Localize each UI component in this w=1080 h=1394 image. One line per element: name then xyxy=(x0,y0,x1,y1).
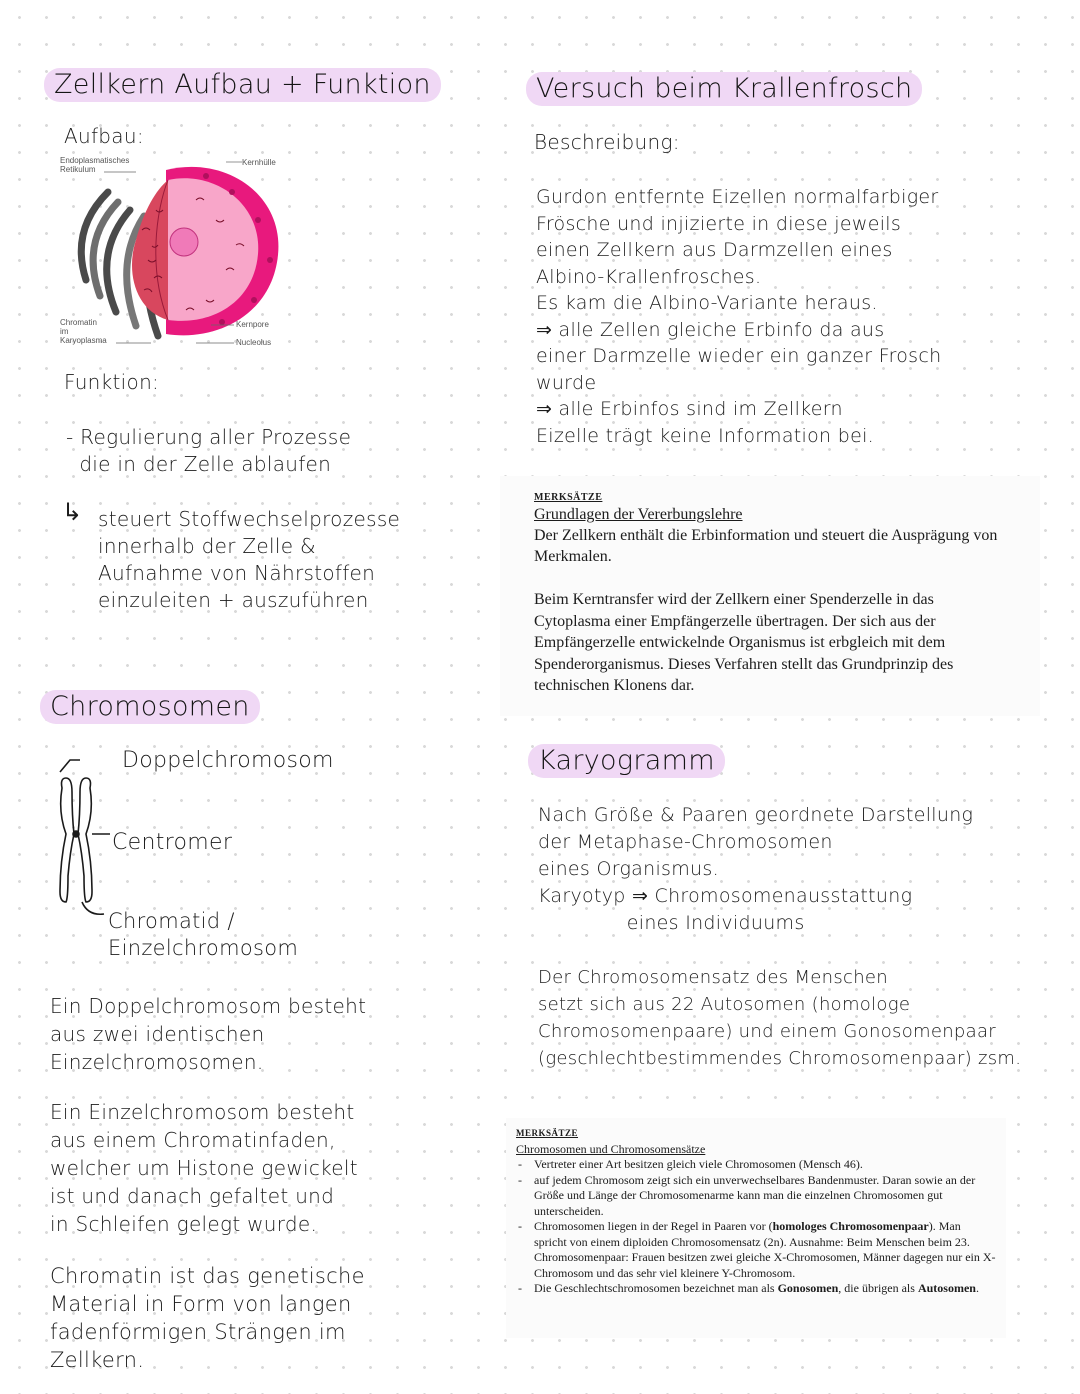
label-chromatin: Chromatin im Karyoplasma xyxy=(60,318,107,345)
label-nucleolus: Nucleolus xyxy=(236,338,272,347)
merk2-subtitle: Chromosomen und Chromosomensätze xyxy=(516,1141,706,1156)
title-versuch: Versuch beim Krallenfrosch xyxy=(526,72,922,106)
nucleolus xyxy=(170,228,198,256)
merk2-item-4-a: Die Geschlechtschromosomen bezeichnet man als xyxy=(534,1281,778,1295)
beschreibung-label: Beschreibung: xyxy=(534,130,680,154)
merk2-item-3 xyxy=(516,1219,996,1281)
aufbau-label: Aufbau: xyxy=(64,124,144,148)
para-chromatin: Chromatin ist das genetische Material in Form von langen fadenförmigen Strängen im Zellkern. xyxy=(50,1264,365,1372)
pointer-chromatid xyxy=(82,902,104,914)
merk2-item-4-e: . xyxy=(975,1281,979,1295)
label-chromatid: Chromatid / Einzelchromosom xyxy=(108,909,299,960)
merksaetze-box-1 xyxy=(500,476,1040,716)
merk2-item-3-c: ). Man spricht von einem diploiden Chromosomensatz (2n). Ausnahme: Beim Menschen beim 23. Chromosomenpaar: Frauen besitzen zwei gleiche X-Chromosomen, Männer dagegen nur ein X-Chromosom und das sehr viel kleinere Y-Chromosom. xyxy=(534,1219,996,1280)
merk2-item-4 xyxy=(516,1281,996,1297)
title-zellkern: Zellkern Aufbau + Funktion xyxy=(44,68,441,102)
label-kernpore: Kernpore xyxy=(236,320,269,329)
merk1-subtitle: Grundlagen der Vererbungslehre xyxy=(534,506,743,523)
merk2-head: MERKSÄTZE xyxy=(516,1128,579,1138)
merk2-list xyxy=(516,1157,996,1297)
arrow-glyph: ↳ xyxy=(62,498,83,526)
title-chromosomen: Chromosomen xyxy=(40,690,260,724)
label-kernhuelle: Kernhülle xyxy=(242,158,276,167)
merk1-p2: Beim Kerntransfer wird der Zellkern einer Spenderzelle in das Cytoplasma einer Empfängerzelle übertragen. Der sich aus der Empfängerzelle entwickelnde Organismus ist erbgleich mit dem Spenderorganismus. Dieses Verfahren stellt das Grundprinzip des technischen Klonens dar. xyxy=(534,591,954,694)
satz-text: Der Chromosomensatz des Menschen setzt sich aus 22 Autosomen (homologe Chromosomenpaare) und einem Gonosomenpaar (geschlechtbestimmendes Chromosomenpaar) zsm. xyxy=(538,967,1022,1069)
merk2-item-4-gonosomen: Gonosomen xyxy=(777,1281,839,1295)
para-einzelchromosom: Ein Einzelchromosom besteht aus einem Chromatinfaden, welcher um Histone gewickelt ist und danach gefaltet und in Schleifen gelegt wurde. xyxy=(50,1100,358,1236)
merk2-item-4-autosomen: Autosomen xyxy=(917,1281,976,1295)
merk2-item-4-c: , die übrigen als xyxy=(838,1281,918,1295)
steuert-text: steuert Stoffwechselprozesse innerhalb der Zelle & Aufnahme von Nährstoffen einzuleiten + auszuführen xyxy=(98,507,401,612)
funktion-label: Funktion: xyxy=(64,370,160,394)
merk2-item-1: - Vertreter einer Art besitzen gleich viele Chromosomen (Mensch 46). xyxy=(516,1157,996,1173)
funktion-text: - Regulierung aller Prozesse die in der Zelle ablaufen xyxy=(66,425,352,476)
label-doppelchromosom: Doppelchromosom xyxy=(122,748,334,773)
merk1-p1: Der Zellkern enthält die Erbinformation und steuert die Ausprägung von Merkmalen. xyxy=(534,527,998,565)
merk2-item-2: - auf jedem Chromosom zeigt sich ein unverwechselbares Bandenmuster. Daran sowie an der Größe und Länge der Chromosomenarme kann man die einzelnen Chromosomen gut unterscheiden. xyxy=(516,1173,996,1220)
merk1-head: MERKSÄTZE xyxy=(534,492,603,503)
karyo-text: Nach Größe & Paaren geordnete Darstellung der Metaphase-Chromosomen eines Organismus. Karyotyp ⇒ Chromosomenausstattung eines Individuums xyxy=(538,804,974,934)
label-centromer: Centromer xyxy=(112,830,233,855)
nucleus-diagram xyxy=(56,150,286,350)
merk2-item-3-a: Chromosomen liegen in der Regel in Paaren vor ( xyxy=(534,1219,773,1233)
cut-face xyxy=(132,180,168,320)
label-er: Endoplasmatisches Retikulum xyxy=(60,156,130,174)
beschreibung-text: Gurdon entfernte Eizellen normalfarbiger Frösche und injizierte in diese jeweils einen Zellkern aus Darmzellen eines Albino-Krallenfrosches. Es kam die Albino-Variante heraus. ⇒ alle Zellen gleiche Erbinfo da aus einer Darmzelle wieder ein ganzer Frosch wurde ⇒ alle Erbinfos sind im Zellkern Eizelle trägt keine Information bei. xyxy=(536,186,942,447)
merksaetze-box-2 xyxy=(506,1118,1006,1338)
title-karyogramm: Karyogramm xyxy=(528,744,725,778)
merk2-item-3-bold: homologes Chromosomenpaar xyxy=(772,1219,929,1233)
pointer-doppel xyxy=(60,760,80,772)
para-doppelchromosom: Ein Doppelchromosom besteht aus zwei identischen Einzelchromosomen. xyxy=(50,994,367,1074)
